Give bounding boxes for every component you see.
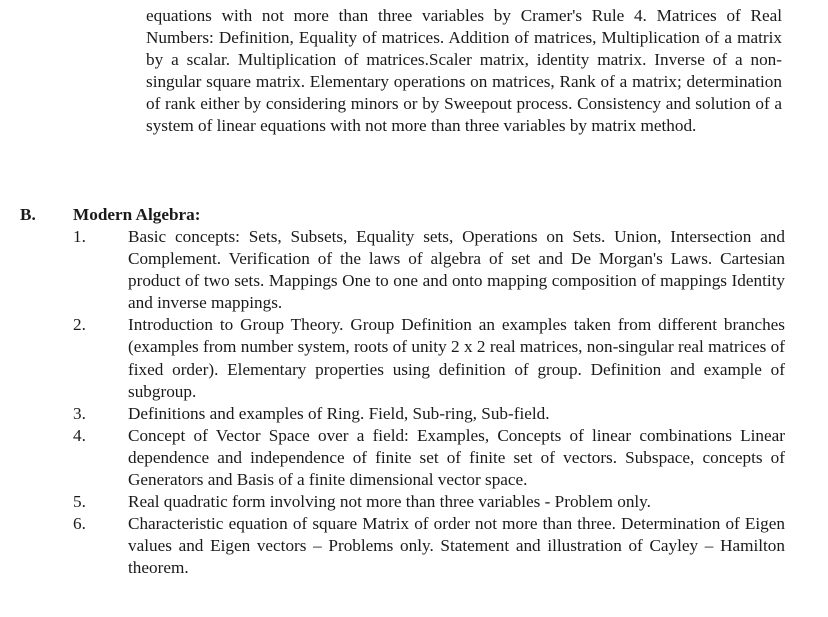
section-letter: B.: [20, 205, 36, 224]
item-number: 2.: [73, 315, 86, 335]
list-item: [73, 513, 785, 579]
section-title: Modern Algebra:: [73, 205, 201, 224]
item-number: 6.: [73, 514, 86, 534]
list-item: [73, 314, 785, 402]
item-number: 1.: [73, 227, 86, 246]
item-text: Basic concepts: Sets, Subsets, Equality sets, Operations on Sets. Union, Intersection and Complement. Verification of the laws of algebra of set and De Morgan's Laws. Cartesian product of two sets. Mappings One to one and onto mapping composition of mappings Identity and inverse mappings.: [128, 227, 785, 313]
list-item: [73, 226, 785, 314]
item-text: Definitions and examples of Ring. Field, Sub-ring, Sub-field.: [128, 403, 550, 423]
topic-list: [73, 226, 785, 580]
item-text: Real quadratic form involving not more than three variables - Problem only.: [128, 492, 651, 512]
item-number: 3.: [73, 403, 86, 423]
intro-paragraph: equations with not more than three variables by Cramer's Rule 4. Matrices of Real Numbers: Definition, Equality of matrices. Addition of matrices, Multiplication of a matrix by a scalar. Multiplication of matrices.Scaler matrix, identity matrix. Inverse of a non-singular square matrix. Elementary operations on matrices, Rank of a matrix; determination of rank either by considering minors or by Sweepout process. Consistency and solution of a system of linear equations with not more than three variables by matrix method.: [146, 6, 782, 136]
item-text: Concept of Vector Space over a field: Examples, Concepts of linear combinations Linear dependence and independence of finite set of finite set of vectors. Subspace, concepts of Generators and Basis of a finite dimensional vector space.: [128, 425, 785, 490]
item-text: Characteristic equation of square Matrix of order not more than three. Determination of Eigen values and Eigen vectors – Problems only. Statement and illustration of Cayley – Hamilton theorem.: [128, 514, 785, 578]
list-item: [73, 425, 785, 491]
list-item: [73, 491, 785, 513]
item-number: 4.: [73, 425, 86, 445]
list-item: [73, 403, 785, 425]
item-text: Introduction to Group Theory. Group Definition an examples taken from different branches (examples from number system, roots of unity 2 x 2 real matrices, non-singular real matrices of fixed order). Elementary properties using definition of group. Definition and example of subgroup.: [128, 315, 785, 401]
item-number: 5.: [73, 492, 86, 512]
